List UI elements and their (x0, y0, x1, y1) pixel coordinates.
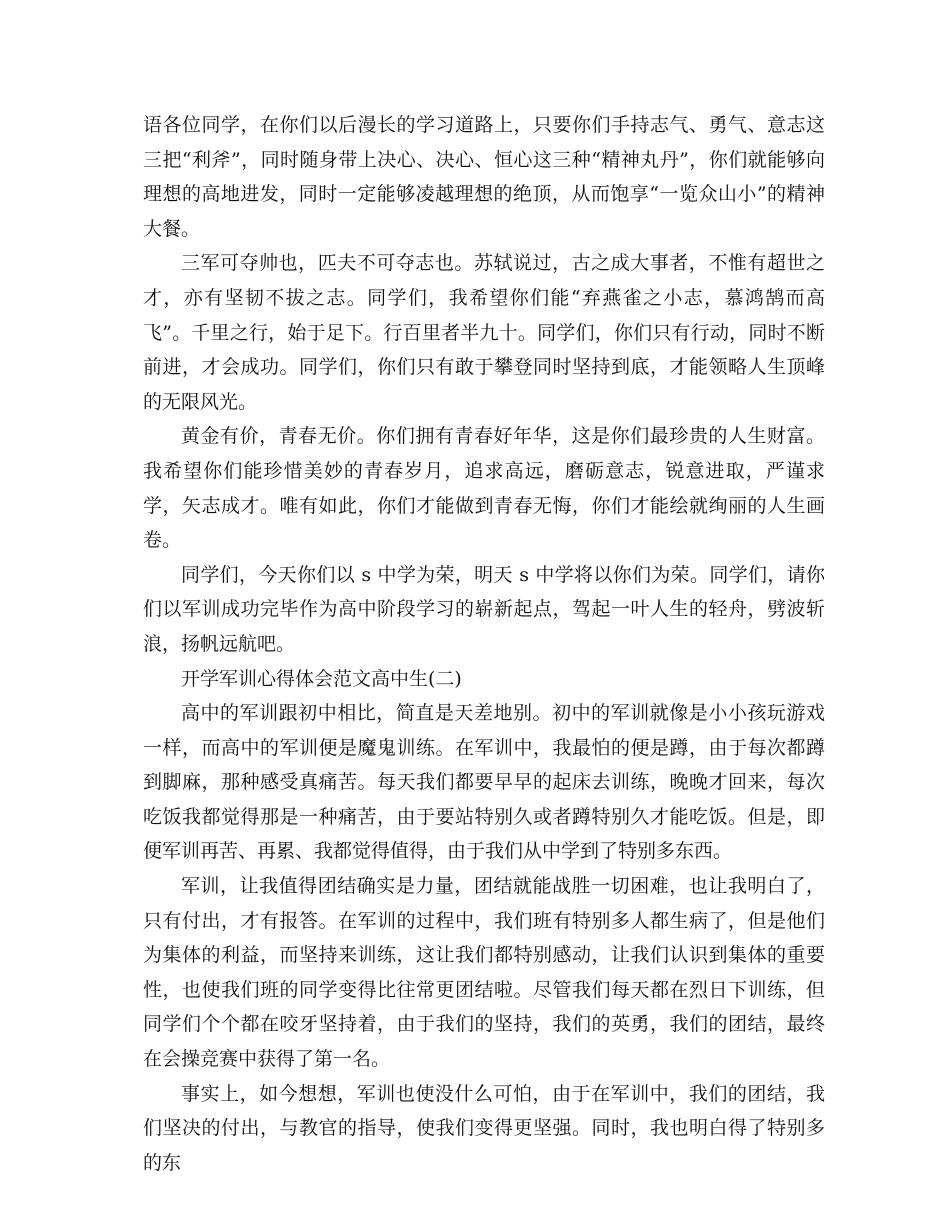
document-body (143, 108, 825, 1180)
paragraph-2: 三军可夺帅也，匹夫不可夺志也。苏轼说过，古之成大事者，不惟有超世之才，亦有坚韧不拔之志。同学们，我希望你们能“弃燕雀之小志，慕鸿鹄而高飞”。千里之行，始于足下。行百里者半九十。同学们，你们只有行动，同时不断前进，才会成功。同学们，你们只有敢于攀登同时坚持到底，才能领略人生顶峰的无限风光。 (143, 252, 825, 413)
paragraph-4: 同学们，今天你们以 s 中学为荣，明天 s 中学将以你们为荣。同学们，请你们以军训成功完毕作为高中阶段学习的崭新起点，驾起一叶人生的轻舟，劈波斩浪，扬帆远航吧。 (143, 563, 825, 655)
paragraph-6: 军训，让我值得团结确实是力量，团结就能战胜一切困难，也让我明白了，只有付出，才有报答。在军训的过程中，我们班有特别多人都生病了，但是他们为集体的利益，而坚持来训练，这让我们都特别感动，让我们认识到集体的重要性，也使我们班的同学变得比往常更团结啦。尽管我们每天都在烈日下训练，但同学们个个都在咬牙坚持着，由于我们的坚持，我们的英勇，我们的团结，最终在会操竞赛中获得了第一名。 (143, 875, 825, 1071)
paragraph-7: 事实上，如今想想，军训也使没什么可怕，由于在军训中，我们的团结，我们坚决的付出，与教官的指导，使我们变得更坚强。同时，我也明白得了特别多的东 (143, 1082, 825, 1174)
paragraph-5: 高中的军训跟初中相比，简直是天差地别。初中的军训就像是小小孩玩游戏一样，而高中的军训便是魔鬼训练。在军训中，我最怕的便是蹲，由于每次都蹲到脚麻，那种感受真痛苦。每天我们都要早早的起床去训练，晚晚才回来，每次吃饭我都觉得那是一种痛苦，由于要站特别久或者蹲特别久才能吃饭。但是，即便军训再苦、再累、我都觉得值得，由于我们从中学到了特别多东西。 (143, 702, 825, 863)
paragraph-3: 黄金有价，青春无价。你们拥有青春好年华，这是你们最珍贵的人生财富。我希望你们能珍惜美妙的青春岁月，追求高远，磨砺意志，锐意进取，严谨求学，矢志成才。唯有如此，你们才能做到青春无悔，你们才能绘就绚丽的人生画卷。 (143, 425, 825, 552)
section-heading: 开学军训心得体会范文高中生(二) (181, 667, 462, 690)
paragraph-1: 语各位同学，在你们以后漫长的学习道路上，只要你们手持志气、勇气、意志这三把“利斧”，同时随身带上决心、决心、恒心这三种“精神丸丹”，你们就能够向理想的高地进发，同时一定能够凌越理想的绝顶，从而饱享“一览众山小”的精神大餐。 (143, 114, 825, 240)
